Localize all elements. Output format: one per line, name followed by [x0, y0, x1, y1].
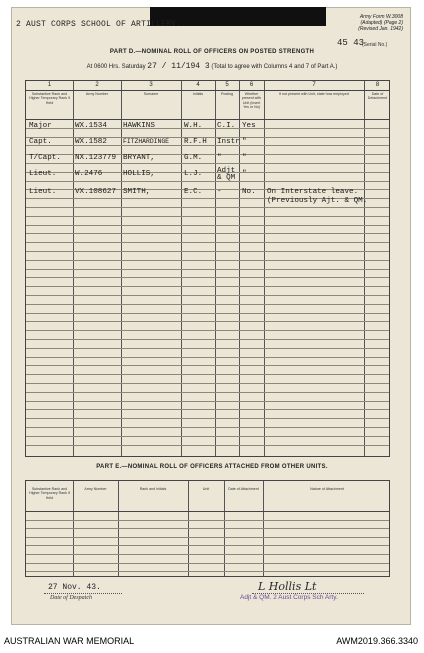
column-heading: Initials	[192, 92, 204, 96]
roll-present: Yes	[242, 122, 256, 130]
roll-surname: SMITH,	[123, 188, 151, 196]
roll-present: "	[242, 138, 247, 146]
row-divider	[26, 216, 389, 217]
roll-number: NX.123779	[75, 154, 117, 162]
row-divider	[26, 383, 389, 384]
header-divider	[26, 511, 389, 512]
row-divider	[26, 537, 389, 538]
column-number: 8	[375, 82, 380, 88]
column-number: 5	[225, 82, 229, 88]
roll-posting: -	[217, 188, 222, 196]
roll-present: "	[242, 170, 247, 178]
row-divider	[26, 251, 389, 252]
row-divider	[26, 181, 389, 182]
roll-posting: "	[217, 154, 222, 162]
roll-rank: Lieut.	[29, 188, 57, 196]
row-divider	[26, 242, 389, 243]
roll-rank: T/Capt.	[29, 154, 61, 162]
column-heading: Substantive Rank and Higher Temporary Rank if Held	[29, 92, 70, 105]
row-divider	[26, 163, 389, 164]
row-divider	[26, 409, 389, 410]
roll-rank: Lieut.	[29, 170, 57, 178]
column-number: 6	[249, 82, 254, 88]
row-divider	[26, 520, 389, 521]
row-divider	[26, 295, 389, 296]
at-prefix: At 0600 Hrs. Saturday	[86, 64, 146, 70]
roll-number: WX.1534	[75, 122, 107, 130]
form-reference	[323, 14, 403, 32]
form-ref-line: (Adapted) (Page 2)	[360, 20, 403, 26]
at-suffix: (Total to agree with Columns 4 and 7 of Part A.)	[211, 64, 338, 70]
row-divider	[26, 545, 389, 546]
row-divider	[26, 225, 389, 226]
roll-rank: Capt.	[29, 138, 52, 146]
form-ref-line: (Revised Jan. 1942)	[358, 26, 403, 32]
roll-number: VX.108627	[75, 188, 117, 196]
credit-left: AUSTRALIAN WAR MEMORIAL	[4, 636, 135, 646]
part-e-title: PART E.—NOMINAL ROLL OF OFFICERS ATTACHED FROM OTHER UNITS.	[96, 464, 328, 470]
row-divider	[26, 365, 389, 366]
roll-surname: FITZHARDINGE	[123, 138, 170, 145]
header-divider	[26, 90, 389, 91]
roll-surname: HAWKINS	[123, 122, 155, 130]
row-divider	[26, 339, 389, 340]
column-heading: Army Number	[84, 487, 107, 491]
roll-number: W.2476	[75, 170, 103, 178]
row-divider	[26, 330, 389, 331]
column-number: 4	[196, 82, 200, 88]
row-divider	[26, 207, 389, 208]
row-divider	[26, 286, 389, 287]
row-divider	[26, 418, 389, 419]
column-heading: Whether present with Unit (insert Yes or No)	[241, 92, 262, 110]
part-d-date-line	[0, 62, 424, 71]
roll-posting: Adjt & QM	[217, 167, 236, 182]
unit-name: 2 AUST CORPS SCHOOL OF ARTILLERY.	[16, 20, 182, 29]
part-d-table	[25, 80, 390, 457]
roll-initials: G.M.	[184, 154, 203, 162]
roll-rank: Major	[29, 122, 52, 130]
row-divider	[26, 436, 389, 437]
column-heading: Date of Attachment	[228, 487, 259, 491]
column-number: 1	[47, 82, 52, 88]
credit-right: AWM2019.366.3340	[336, 636, 418, 646]
roll-present: No.	[242, 188, 256, 196]
row-divider	[26, 277, 389, 278]
row-divider	[26, 554, 389, 555]
row-divider	[26, 374, 389, 375]
row-divider	[26, 357, 389, 358]
column-heading: Posting	[221, 92, 233, 96]
row-divider	[26, 392, 389, 393]
column-heading: Rank and Initials	[139, 487, 167, 491]
roll-initials: E.C.	[184, 188, 203, 196]
serial-label: (Serial No.)	[362, 42, 388, 48]
column-heading: Unit	[202, 487, 210, 491]
part-d-title: PART D.—NOMINAL ROLL OF OFFICERS ON POSTED STRENGTH	[109, 49, 315, 55]
row-divider	[26, 304, 389, 305]
column-number: 7	[312, 82, 316, 88]
dispatch-date-label: Date of Despatch	[50, 595, 92, 601]
roll-number: WX.1582	[75, 138, 107, 146]
roll-initials: R.F.H	[184, 138, 207, 146]
serial-number: 45 43	[337, 38, 365, 48]
row-divider	[26, 233, 389, 234]
adjt-stamp: Adjt & QM. 2 Aust Corps Sch Arty.	[240, 594, 338, 601]
column-heading: Substantive Rank and Higher Temporary Rank if Held	[29, 487, 70, 500]
column-heading: Nature of Attachment	[310, 487, 344, 491]
row-divider	[26, 260, 389, 261]
row-divider	[26, 321, 389, 322]
column-number: 3	[149, 82, 153, 88]
roll-employed-continued: (Previously Ajt. & QM.	[267, 197, 368, 205]
row-divider	[26, 427, 389, 428]
row-divider	[26, 445, 389, 446]
column-number: 2	[95, 82, 99, 88]
roll-posting: Instr	[217, 138, 240, 146]
column-heading: Army Number	[85, 92, 109, 96]
row-divider	[26, 571, 389, 572]
dispatch-date-line	[44, 593, 122, 594]
row-divider	[26, 269, 389, 270]
row-divider	[26, 563, 389, 564]
row-divider	[26, 313, 389, 314]
signature: L Hollis Lt	[258, 580, 317, 593]
column-heading: Date of Detachment	[367, 92, 388, 101]
at-date: 27 / 11/194 3	[147, 62, 210, 71]
roll-present: "	[242, 154, 247, 162]
column-heading: Surname	[143, 92, 159, 96]
row-divider	[26, 348, 389, 349]
part-e-table	[25, 480, 390, 577]
dispatch-date: 27 Nov. 43.	[48, 583, 101, 592]
row-divider	[26, 528, 389, 529]
roll-surname: BRYANT,	[123, 154, 155, 162]
roll-employed: On Interstate leave.	[267, 188, 359, 196]
header-divider	[26, 119, 389, 120]
roll-initials: W.H.	[184, 122, 203, 130]
roll-posting: C.I.	[217, 122, 236, 130]
roll-surname: HOLLIS,	[123, 170, 155, 178]
form-ref-line: Army Form W.3008	[359, 14, 403, 20]
column-heading: If not present with Unit, state how employed	[279, 92, 349, 96]
row-divider	[26, 401, 389, 402]
roll-initials: L.J.	[184, 170, 203, 178]
